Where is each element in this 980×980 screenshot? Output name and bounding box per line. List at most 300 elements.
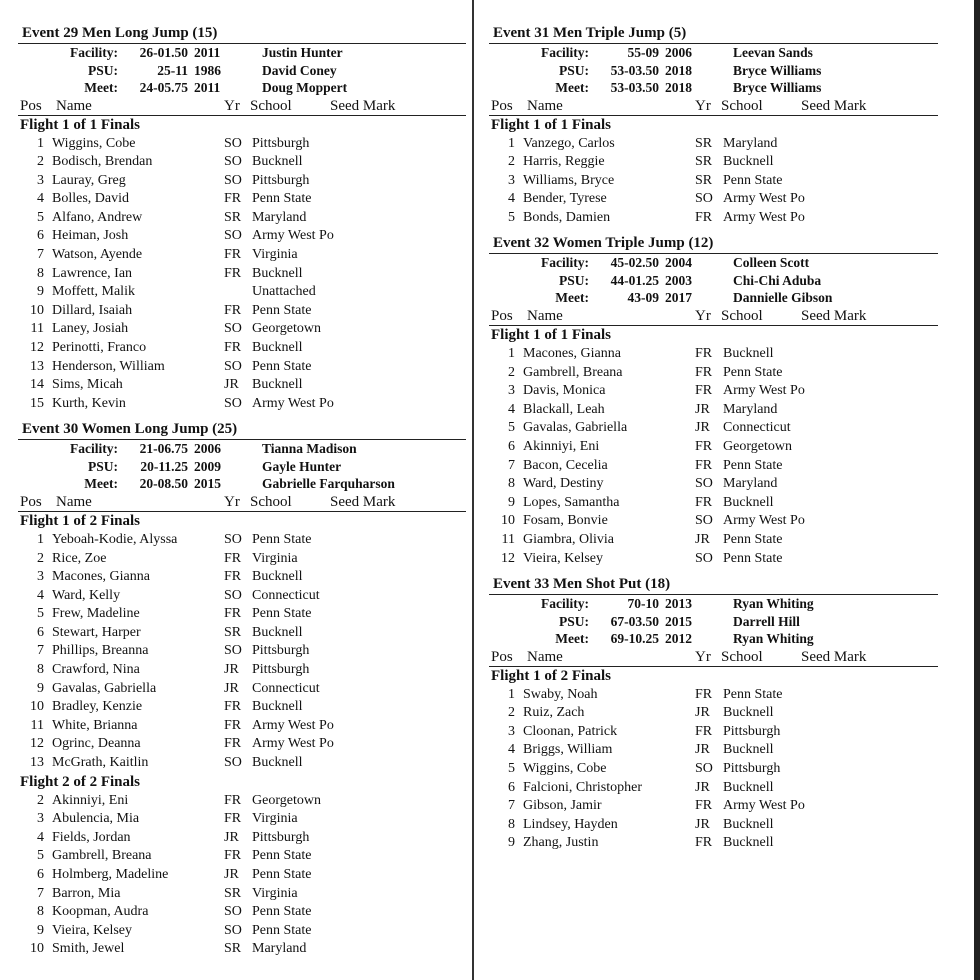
record-row xyxy=(489,254,938,272)
table-row xyxy=(18,135,466,154)
record-label: Meet: xyxy=(84,80,118,95)
row-school: Bucknell xyxy=(252,377,303,393)
row-yr: FR xyxy=(695,835,713,851)
event-title: Event 29 Men Long Jump (15) xyxy=(18,23,466,44)
table-row xyxy=(18,940,466,959)
record-row xyxy=(18,440,466,458)
record-holder: Tianna Madison xyxy=(262,441,357,457)
header-pos: Pos xyxy=(491,307,513,324)
row-school: Virginia xyxy=(252,550,298,566)
row-yr: SO xyxy=(224,587,242,603)
table-row xyxy=(489,475,938,494)
row-name: Perinotti, Franco xyxy=(52,340,147,356)
row-yr: JR xyxy=(224,680,239,696)
row-school: Connecticut xyxy=(723,420,791,436)
row-yr: SO xyxy=(695,191,713,207)
row-school: Virginia xyxy=(252,247,298,263)
row-name: Moffett, Malik xyxy=(52,284,135,300)
row-yr: SR xyxy=(224,941,242,957)
row-school: Bucknell xyxy=(252,340,303,356)
row-pos: 7 xyxy=(37,885,44,901)
row-school: Pittsburgh xyxy=(252,172,310,188)
row-pos: 4 xyxy=(37,191,44,207)
row-name: Lopes, Samantha xyxy=(523,494,620,510)
event-block xyxy=(18,23,466,419)
row-yr: SO xyxy=(224,922,242,938)
row-school: Army West Po xyxy=(723,209,805,225)
table-row xyxy=(18,903,466,922)
table-row xyxy=(489,419,938,438)
table-row xyxy=(18,754,466,773)
record-holder: Bryce Williams xyxy=(733,62,822,78)
table-row xyxy=(18,339,466,358)
row-school: Pittsburgh xyxy=(252,662,310,678)
table-row xyxy=(18,302,466,321)
row-yr: JR xyxy=(695,401,710,417)
record-mark: 20-08.50 xyxy=(139,476,188,492)
header-pos: Pos xyxy=(491,97,513,114)
table-row xyxy=(18,172,466,191)
row-pos: 7 xyxy=(508,798,515,814)
row-name: Sims, Micah xyxy=(52,377,123,393)
record-label: PSU: xyxy=(559,613,589,629)
row-yr: SR xyxy=(224,624,242,640)
row-school: Connecticut xyxy=(252,680,320,696)
event-title: Event 33 Men Shot Put (18) xyxy=(489,574,938,595)
row-yr: FR xyxy=(224,569,242,585)
record-mark: 69-10.25 xyxy=(610,631,659,647)
row-yr: FR xyxy=(224,302,242,318)
table-row xyxy=(489,401,938,420)
row-yr: FR xyxy=(695,723,713,739)
header-school: School xyxy=(721,97,763,114)
row-yr: SO xyxy=(224,755,242,771)
record-year: 2003 xyxy=(665,272,692,288)
row-yr: SO xyxy=(224,172,242,188)
row-name: Gambrell, Breana xyxy=(52,848,152,864)
row-name: Ward, Kelly xyxy=(52,587,121,603)
row-school: Maryland xyxy=(252,209,307,225)
table-row xyxy=(18,153,466,172)
row-yr: FR xyxy=(224,717,242,733)
row-name: Gavalas, Gabriella xyxy=(52,680,157,696)
row-yr: SR xyxy=(695,172,713,188)
table-row xyxy=(18,642,466,661)
row-school: Bucknell xyxy=(723,835,774,851)
row-pos: 15 xyxy=(30,395,44,411)
record-year: 2018 xyxy=(665,62,692,78)
row-pos: 5 xyxy=(508,209,515,225)
table-row xyxy=(489,172,938,191)
row-name: Giambra, Olivia xyxy=(523,531,614,547)
row-pos: 2 xyxy=(37,154,44,170)
event-spacer xyxy=(489,853,938,859)
table-row xyxy=(489,494,938,513)
table-row xyxy=(489,834,938,853)
row-name: White, Brianna xyxy=(52,717,138,733)
row-yr: SR xyxy=(224,209,242,225)
table-row xyxy=(489,531,938,550)
row-name: Williams, Bryce xyxy=(523,172,615,188)
row-yr: SO xyxy=(224,643,242,659)
row-school: Bucknell xyxy=(252,154,303,170)
row-pos: 8 xyxy=(37,265,44,281)
row-name: Frew, Madeline xyxy=(52,606,140,622)
row-school: Georgetown xyxy=(252,792,321,808)
header-name: Name xyxy=(56,97,92,114)
record-mark: 21-06.75 xyxy=(139,441,188,457)
record-year: 2006 xyxy=(194,441,221,457)
row-school: Penn State xyxy=(252,867,312,882)
flight-label: Flight 1 of 1 Finals xyxy=(20,116,141,133)
column-header xyxy=(489,307,938,326)
row-pos: 12 xyxy=(501,550,515,566)
row-name: Falcioni, Christopher xyxy=(523,779,642,795)
record-row xyxy=(18,475,466,493)
row-name: Macones, Gianna xyxy=(523,345,621,361)
row-name: Henderson, William xyxy=(52,358,165,374)
column-header xyxy=(18,97,466,116)
row-pos: 12 xyxy=(30,736,44,752)
row-school: Bucknell xyxy=(252,755,303,771)
record-holder: Dannielle Gibson xyxy=(733,290,833,306)
row-yr: FR xyxy=(224,699,242,715)
row-yr: FR xyxy=(695,209,713,225)
row-school: Unattached xyxy=(252,284,316,300)
column-header xyxy=(489,97,938,116)
record-row xyxy=(489,630,938,648)
row-pos: 4 xyxy=(508,401,515,417)
record-year: 2013 xyxy=(665,596,692,612)
record-year: 2018 xyxy=(665,80,692,95)
row-school: Army West Po xyxy=(723,798,805,814)
row-pos: 4 xyxy=(508,191,515,207)
row-school: Penn State xyxy=(252,358,312,374)
flight-label: Flight 2 of 2 Finals xyxy=(20,773,141,790)
record-year: 2015 xyxy=(665,613,692,629)
row-school: Maryland xyxy=(723,135,778,151)
row-pos: 7 xyxy=(508,457,515,473)
row-school: Penn State xyxy=(723,364,783,380)
table-row xyxy=(489,438,938,457)
record-row xyxy=(489,595,938,613)
row-pos: 4 xyxy=(37,829,44,845)
row-name: Stewart, Harper xyxy=(52,624,141,640)
row-pos: 1 xyxy=(37,135,44,151)
row-yr: FR xyxy=(224,792,242,808)
row-pos: 1 xyxy=(508,135,515,151)
row-name: Fosam, Bonvie xyxy=(523,513,608,529)
row-school: Army West Po xyxy=(723,383,805,399)
header-seed: Seed Mark xyxy=(330,97,396,114)
row-pos: 7 xyxy=(37,643,44,659)
row-name: Abulencia, Mia xyxy=(52,811,140,827)
header-school: School xyxy=(250,493,292,510)
row-yr: FR xyxy=(224,191,242,207)
row-school: Penn State xyxy=(723,531,783,547)
record-row xyxy=(489,44,938,62)
record-year: 2012 xyxy=(665,631,692,647)
record-row xyxy=(489,79,938,97)
table-row xyxy=(18,209,466,228)
table-row xyxy=(489,704,938,723)
header-name: Name xyxy=(527,97,563,114)
row-name: Ogrinc, Deanna xyxy=(52,736,141,752)
record-mark: 53-03.50 xyxy=(610,62,659,78)
row-school: Army West Po xyxy=(252,395,334,411)
table-row xyxy=(18,227,466,246)
row-yr: SR xyxy=(695,135,713,151)
table-row xyxy=(489,797,938,816)
row-yr: JR xyxy=(224,867,239,882)
event-block xyxy=(489,23,938,233)
row-pos: 6 xyxy=(37,228,44,244)
row-name: McGrath, Kaitlin xyxy=(52,755,149,771)
row-name: Lawrence, Ian xyxy=(52,265,133,281)
row-yr: JR xyxy=(695,816,710,832)
flight-label: Flight 1 of 2 Finals xyxy=(20,512,141,529)
row-pos: 9 xyxy=(37,680,44,696)
row-school: Bucknell xyxy=(723,705,774,721)
row-pos: 1 xyxy=(508,686,515,702)
row-pos: 10 xyxy=(30,699,44,715)
row-pos: 13 xyxy=(30,358,44,374)
row-school: Bucknell xyxy=(252,265,303,281)
table-row xyxy=(18,866,466,885)
row-school: Bucknell xyxy=(723,494,774,510)
record-holder: Chi-Chi Aduba xyxy=(733,272,822,288)
record-holder: Leevan Sands xyxy=(733,45,813,60)
row-school: Army West Po xyxy=(252,736,334,752)
row-school: Pittsburgh xyxy=(723,760,781,776)
row-school: Penn State xyxy=(252,922,312,938)
header-pos: Pos xyxy=(20,493,42,510)
row-yr: FR xyxy=(224,811,242,827)
table-row xyxy=(489,457,938,476)
table-row xyxy=(489,760,938,779)
row-yr: JR xyxy=(224,662,239,678)
record-holder: David Coney xyxy=(262,62,337,78)
record-row xyxy=(18,44,466,62)
row-name: Bonds, Damien xyxy=(523,209,611,225)
record-row xyxy=(489,613,938,631)
row-pos: 14 xyxy=(30,377,44,393)
record-mark: 45-02.50 xyxy=(610,255,659,271)
record-row xyxy=(489,62,938,80)
table-row xyxy=(18,680,466,699)
record-holder: Gayle Hunter xyxy=(262,458,342,474)
row-yr: JR xyxy=(224,829,239,845)
row-school: Penn State xyxy=(723,550,783,566)
table-row xyxy=(489,209,938,228)
row-yr: SO xyxy=(224,904,242,920)
record-holder: Bryce Williams xyxy=(733,80,822,95)
row-pos: 6 xyxy=(508,438,515,454)
row-school: Penn State xyxy=(252,606,312,622)
table-row xyxy=(489,382,938,401)
row-pos: 9 xyxy=(37,922,44,938)
row-name: Bodisch, Brendan xyxy=(52,154,153,170)
row-pos: 10 xyxy=(30,302,44,318)
row-yr: SR xyxy=(695,154,713,170)
row-pos: 3 xyxy=(508,383,515,399)
event-title: Event 32 Women Triple Jump (12) xyxy=(489,233,938,254)
record-mark: 43-09 xyxy=(627,290,659,306)
table-row xyxy=(18,792,466,811)
row-name: Briggs, William xyxy=(523,742,613,758)
row-pos: 9 xyxy=(508,835,515,851)
record-mark: 44-01.25 xyxy=(610,272,659,288)
row-name: Blackall, Leah xyxy=(523,401,605,417)
row-yr: FR xyxy=(695,383,713,399)
row-name: Gibson, Jamir xyxy=(523,798,602,814)
row-name: Vieira, Kelsey xyxy=(52,922,133,938)
row-pos: 5 xyxy=(37,606,44,622)
row-name: Barron, Mia xyxy=(52,885,121,901)
record-label: Facility: xyxy=(541,596,589,612)
table-row xyxy=(18,661,466,680)
column-header xyxy=(18,493,466,512)
record-row xyxy=(18,458,466,476)
row-pos: 11 xyxy=(30,321,44,337)
table-row xyxy=(489,816,938,835)
row-name: Bolles, David xyxy=(52,191,129,207)
row-yr: FR xyxy=(224,247,242,263)
record-holder: Colleen Scott xyxy=(733,255,810,271)
row-school: Virginia xyxy=(252,811,298,827)
row-name: Phillips, Breanna xyxy=(52,643,149,659)
table-row xyxy=(18,587,466,606)
row-name: Akinniyi, Eni xyxy=(52,792,129,808)
row-school: Penn State xyxy=(723,172,783,188)
row-name: Macones, Gianna xyxy=(52,569,150,585)
record-holder: Darrell Hill xyxy=(733,613,800,629)
table-row xyxy=(489,779,938,798)
row-pos: 4 xyxy=(508,742,515,758)
row-pos: 6 xyxy=(508,779,515,795)
right-column xyxy=(489,23,938,859)
row-school: Army West Po xyxy=(723,513,805,529)
record-holder: Gabrielle Farquharson xyxy=(262,476,395,492)
row-pos: 13 xyxy=(30,755,44,771)
column-header xyxy=(489,648,938,667)
row-yr: FR xyxy=(224,736,242,752)
record-label: Meet: xyxy=(84,476,118,492)
table-row xyxy=(18,735,466,754)
row-name: Gavalas, Gabriella xyxy=(523,420,628,436)
row-school: Army West Po xyxy=(723,191,805,207)
row-pos: 2 xyxy=(508,364,515,380)
table-row xyxy=(489,550,938,569)
table-row xyxy=(18,531,466,550)
record-label: Facility: xyxy=(70,441,118,457)
row-pos: 8 xyxy=(508,476,515,492)
record-label: Meet: xyxy=(555,80,589,95)
row-name: Lindsey, Hayden xyxy=(523,816,618,832)
header-yr: Yr xyxy=(695,97,711,114)
header-seed: Seed Mark xyxy=(330,493,396,510)
row-school: Bucknell xyxy=(252,624,303,640)
row-name: Vanzego, Carlos xyxy=(523,135,615,151)
row-name: Smith, Jewel xyxy=(52,941,125,957)
record-mark: 67-03.50 xyxy=(610,613,659,629)
flight-label: Flight 1 of 2 Finals xyxy=(491,667,612,684)
header-school: School xyxy=(250,97,292,114)
row-school: Georgetown xyxy=(723,438,792,454)
row-school: Penn State xyxy=(252,531,312,547)
row-pos: 5 xyxy=(508,420,515,436)
row-name: Watson, Ayende xyxy=(52,247,143,263)
row-pos: 2 xyxy=(508,705,515,721)
record-label: PSU: xyxy=(559,272,589,288)
row-name: Bradley, Kenzie xyxy=(52,699,143,715)
event-block xyxy=(489,233,938,574)
row-pos: 10 xyxy=(30,941,44,957)
table-row xyxy=(489,153,938,172)
row-school: Bucknell xyxy=(723,345,774,361)
table-row xyxy=(18,922,466,941)
row-yr: FR xyxy=(695,364,713,380)
row-pos: 2 xyxy=(37,792,44,808)
row-school: Penn State xyxy=(252,302,312,318)
row-yr: SO xyxy=(224,154,242,170)
row-name: Davis, Monica xyxy=(523,383,606,399)
header-school: School xyxy=(721,307,763,324)
row-pos: 3 xyxy=(37,172,44,188)
row-pos: 8 xyxy=(37,904,44,920)
row-yr: FR xyxy=(695,494,713,510)
row-name: Vieira, Kelsey xyxy=(523,550,604,566)
row-school: Penn State xyxy=(252,848,312,864)
record-label: Facility: xyxy=(541,45,589,60)
table-row xyxy=(18,283,466,302)
row-pos: 8 xyxy=(37,662,44,678)
row-pos: 8 xyxy=(508,816,515,832)
row-school: Maryland xyxy=(252,941,307,957)
table-row xyxy=(489,135,938,154)
table-row xyxy=(18,810,466,829)
row-school: Penn State xyxy=(723,686,783,702)
row-yr: SO xyxy=(224,228,242,244)
record-label: Meet: xyxy=(555,631,589,647)
row-name: Dillard, Isaiah xyxy=(52,302,133,318)
table-row xyxy=(18,847,466,866)
row-yr: SO xyxy=(695,513,713,529)
row-name: Yeboah-Kodie, Alyssa xyxy=(52,531,178,547)
row-school: Georgetown xyxy=(252,321,321,337)
row-school: Virginia xyxy=(252,885,298,901)
row-pos: 4 xyxy=(37,587,44,603)
record-holder: Justin Hunter xyxy=(262,45,343,60)
row-pos: 6 xyxy=(37,867,44,882)
row-yr: FR xyxy=(695,798,713,814)
table-row xyxy=(18,550,466,569)
header-seed: Seed Mark xyxy=(801,97,867,114)
record-label: Meet: xyxy=(555,290,589,306)
row-yr: FR xyxy=(224,265,242,281)
row-yr: JR xyxy=(224,377,239,393)
row-school: Bucknell xyxy=(252,699,303,715)
record-mark: 70-10 xyxy=(627,596,659,612)
row-name: Lauray, Greg xyxy=(52,172,126,188)
row-pos: 9 xyxy=(37,284,44,300)
row-name: Kurth, Kevin xyxy=(52,395,126,411)
table-row xyxy=(489,364,938,383)
row-name: Koopman, Audra xyxy=(52,904,149,920)
row-name: Ruiz, Zach xyxy=(523,705,585,721)
row-yr: JR xyxy=(695,420,710,436)
record-label: Facility: xyxy=(541,255,589,271)
